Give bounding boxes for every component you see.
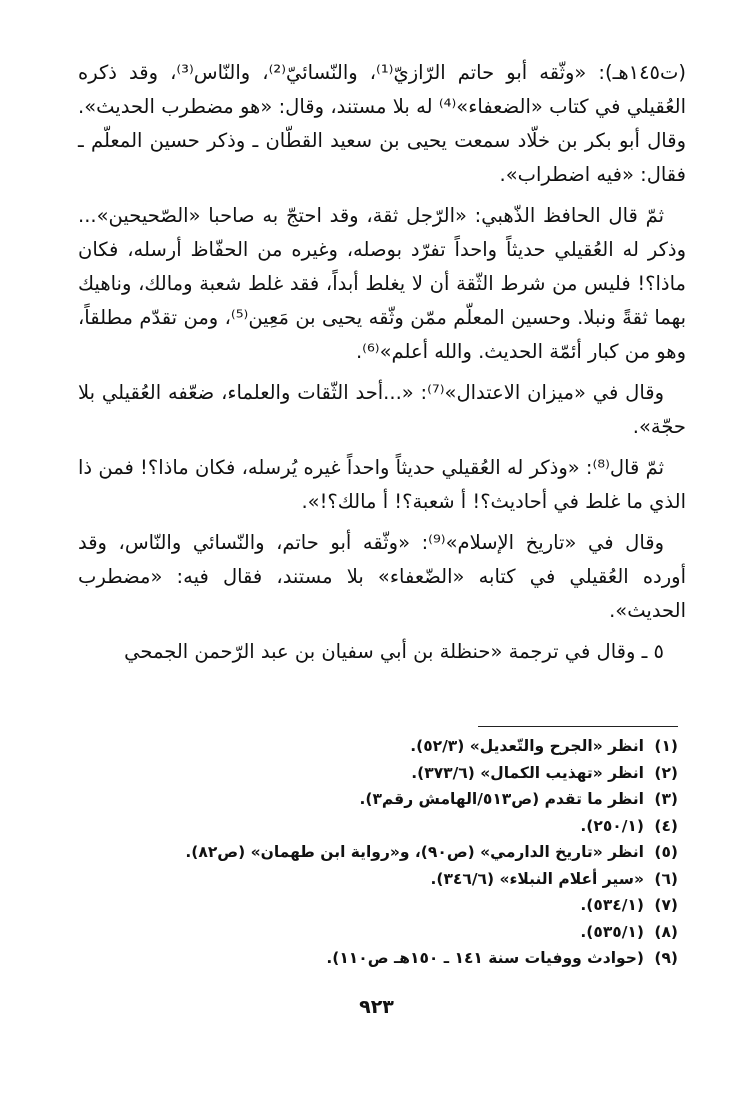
footnote-number: (٥) xyxy=(654,843,678,861)
footnote-item xyxy=(78,945,678,972)
footnote-number: (٦) xyxy=(654,869,678,888)
footnote-separator xyxy=(478,726,678,727)
paragraph-2: ثمّ قال الحافظ الذّهبي: «الرّجل ثقة، وقد احتجّ به صاحبا «الصّحيحين»... وذكر له العُقيلي حديثاً واحداً تفرّد بوصله، وغيره من الحفّاظ أرسله، فكان ماذا؟! فليس من شرط الثّقة أن لا يغلط أبداً، فقد غلط شعبة ومالك، وناهيك بهما ثقةً ونبلا. وحسين المعلّم ممّن وثّقه يحيى بن مَعِين⁽⁵⁾، ومن تقدّم مطلقاً، وهو من كبار أئمّة الحديث. والله أعلم»⁽⁶⁾. xyxy=(78,204,686,363)
footnote-number: (٩) xyxy=(654,949,678,967)
footnote-item xyxy=(78,919,678,946)
footnote-text: (٥٣٥/١). xyxy=(580,922,644,941)
footnote-text: انظر «تاريخ الدارمي» (ص٩٠)، و«رواية ابن طهمان» (ص٨٢). xyxy=(185,843,644,861)
footnote-item xyxy=(78,760,678,787)
footnote-number: (٢) xyxy=(654,763,678,782)
footnote-number: (٣) xyxy=(654,790,678,808)
footnote-text: انظر «تهذيب الكمال» (٣٧٣/٦). xyxy=(411,763,644,782)
footnote-item xyxy=(78,813,678,840)
footnote-text: (٢٥٠/١). xyxy=(580,816,644,835)
page-number: ٩٢٣ xyxy=(359,996,394,1018)
paragraph-6: ٥ ـ وقال في ترجمة «حنظلة بن أبي سفيان بن عبد الرّحمن الجمحي xyxy=(124,640,664,663)
paragraph-1: (ت١٤٥هـ): «وثّقه أبو حاتم الرّازيّ⁽¹⁾، والنّسائيّ⁽²⁾، والنّاس⁽³⁾، وقد ذكره العُقيلي في كتاب «الضعفاء»⁽⁴⁾ له بلا مستند، وقال: «هو مضطرب الحديث». وقال أبو بكر بن خلّاد سمعت يحيى بن سعيد القطّان ـ وذكر حسين المعلّم ـ فقال: «فيه اضطراب». xyxy=(78,61,686,186)
footnote-item xyxy=(78,733,678,760)
footnote-text: انظر «الجرح والتّعديل» (٥٢/٣). xyxy=(410,737,644,755)
paragraph-3: وقال في «ميزان الاعتدال»⁽⁷⁾: «...أحد الثّقات والعلماء، ضعّفه العُقيلي بلا حجّة». xyxy=(78,381,686,438)
footnote-item xyxy=(78,892,678,919)
paragraph-4: ثمّ قال⁽⁸⁾: «وذكر له العُقيلي حديثاً واحداً غيره يُرسله، فكان ماذا؟! فمن ذا الذي ما غلط في أحاديث؟! أ شعبة؟! أ مالك؟!». xyxy=(78,456,686,513)
footnote-text: انظر ما تقدم (ص٥١٣/الهامش رقم٣). xyxy=(359,790,644,808)
footnotes-list xyxy=(78,733,678,972)
footnote-number: (٤) xyxy=(654,816,678,835)
footnote-text: (٥٣٤/١). xyxy=(580,896,644,914)
main-text xyxy=(78,56,686,669)
footnote-number: (٨) xyxy=(654,922,678,941)
paragraph-5: وقال في «تاريخ الإسلام»⁽⁹⁾: «وثّقه أبو حاتم، والنّسائي والنّاس، وقد أورده العُقيلي في كتابه «الضّعفاء» بلا مستند، فقال فيه: «مضطرب الحديث». xyxy=(78,531,686,622)
footnote-item xyxy=(78,839,678,866)
footnote-number: (١) xyxy=(654,737,678,755)
footnote-text: (حوادث ووفيات سنة ١٤١ ـ ١٥٠هـ ص١١٠). xyxy=(326,949,644,967)
footnote-item xyxy=(78,866,678,893)
footnote-number: (٧) xyxy=(654,896,678,914)
footnote-item xyxy=(78,786,678,813)
footnote-text: «سير أعلام النبلاء» (٣٤٦/٦). xyxy=(430,869,644,888)
